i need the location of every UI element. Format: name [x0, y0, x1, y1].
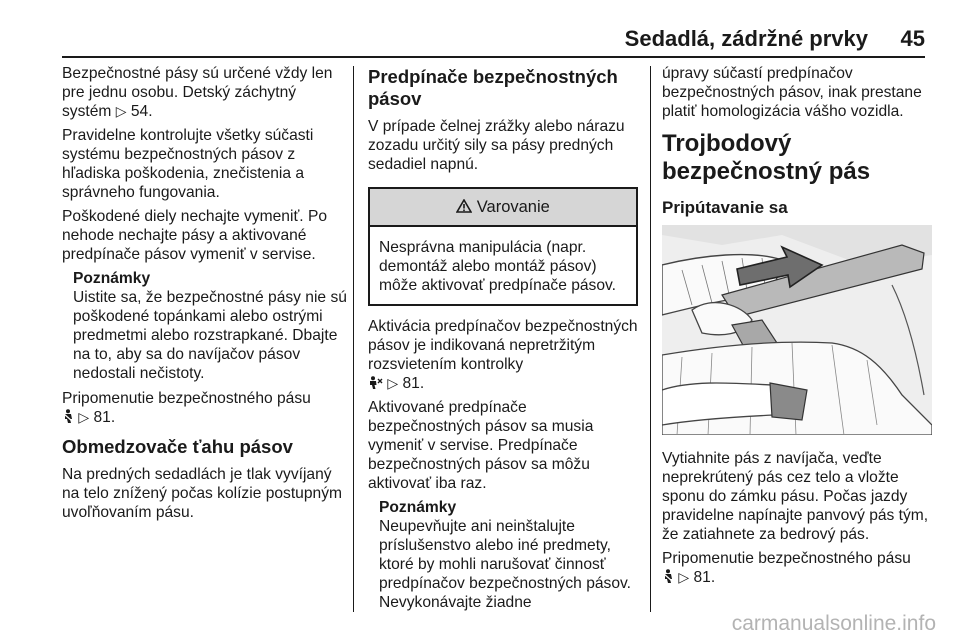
page-reference[interactable]: 81. [402, 375, 425, 392]
paragraph: úpravy súčastí predpínačov bezpečnostných pásov, inak prestane platiť homologizácia vášho vozidla. [662, 65, 922, 120]
warning-header [370, 189, 636, 227]
seatbelt-illustration [662, 225, 932, 435]
section-heading: Trojbodový bezpečnostný pás [662, 130, 871, 185]
column-1 [62, 64, 347, 527]
page-reference-icon: ▷ [387, 375, 399, 391]
paragraph: Aktivácia predpínačov bezpečnostných pásov je indikovaná nepretržitým rozsvietením kontrolky ▷ 81. [368, 318, 638, 392]
seatbelt-reminder-icon [62, 409, 74, 424]
paragraph: Aktivované predpínače bezpečnostných pásov sa musia vymeniť v servise. Predpínače bezpečnostných pásov sa môžu aktivovať iba raz. [368, 399, 594, 492]
pretensioner-warning-icon [368, 376, 383, 390]
paragraph: Pripomenutie bezpečnostného pásu ▷ 81. [662, 550, 911, 586]
page-reference-icon: ▷ [678, 569, 690, 585]
paragraph: Pripomenutie bezpečnostného pásu ▷ 81. [62, 390, 311, 426]
paragraph: Na predných sedadlách je tlak vyvíjaný na telo znížený počas kolízie postupným uvoľňovaním pásu. [62, 466, 342, 521]
watermark: carmanualsonline.info [731, 612, 936, 635]
page-reference-icon: ▷ [78, 409, 90, 425]
chapter-title: Sedadlá, zádržné prvky [624, 26, 868, 51]
paragraph: Poškodené diely nechajte vymeniť. Po nehode nechajte pásy a aktivované predpínače pásov vymeniť v servise. [62, 208, 328, 263]
page-reference-icon: ▷ [115, 103, 127, 119]
seatbelt-reminder-icon [662, 569, 674, 584]
note-text: Uistite sa, že bezpečnostné pásy nie sú poškodené topánkami alebo ostrými predmetmi alebo rozstrapkané. Dbajte na to, aby sa do navíjačov pásov nedostali nečistoty. [73, 289, 347, 382]
column-divider [353, 66, 354, 612]
subsection-heading: Pripútavanie sa [662, 198, 788, 217]
page-reference[interactable]: 81. [693, 569, 716, 586]
section-heading: Predpínače bezpečnostných pásov [368, 66, 618, 109]
seatbelt-drawing [662, 225, 932, 435]
column-2 [368, 64, 638, 618]
warning-title: Varovanie [476, 198, 550, 216]
page-reference[interactable]: 54. [130, 103, 153, 120]
section-heading: Obmedzovače ťahu pásov [62, 436, 293, 457]
page-header [0, 0, 960, 62]
column-divider [650, 66, 651, 612]
warning-triangle-icon [456, 199, 472, 213]
header-rule [62, 56, 925, 58]
paragraph: Pravidelne kontrolujte všetky súčasti systému bezpečnostných pásov z hľadiska poškodenia, znečistenia a správneho fungovania. [62, 127, 314, 201]
page-number: 45 [900, 26, 925, 51]
note-block [368, 498, 638, 612]
note-text: Neupevňujte ani neinštalujte príslušenstvo alebo iné predmety, ktoré by mohli narušovať činnosť predpínačov bezpečnostných pásov. Nevykonávajte žiadne [379, 518, 631, 611]
column-3 [662, 64, 932, 592]
page-reference[interactable]: 81. [93, 409, 116, 426]
note-title: Poznámky [73, 270, 151, 287]
paragraph: Vytiahnite pás z navíjača, veďte neprekrútený pás cez telo a vložte sponu do zámku pásu. Počas jazdy pravidelne napínajte panvový pás tým, že zatiahnete za bedrový pás. [662, 450, 929, 543]
paragraph: V prípade čelnej zrážky alebo nárazu zozadu určitý sily sa pásy predných sedadiel napnú. [368, 118, 625, 173]
note-block [62, 269, 347, 383]
warning-text: Nesprávna manipulácia (napr. demontáž alebo montáž pásov) môže aktivovať predpínače pásov. [379, 239, 616, 294]
paragraph: Bezpečnostné pásy sú určené vždy len pre jednu osobu. Detský záchytný systém ▷ 54. [62, 65, 333, 120]
note-title: Poznámky [379, 499, 457, 516]
warning-box [368, 187, 638, 306]
